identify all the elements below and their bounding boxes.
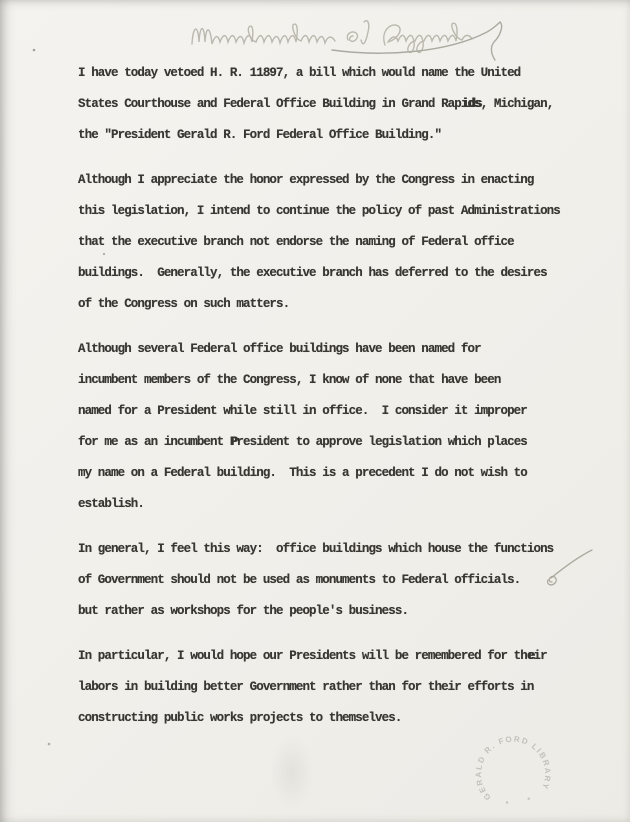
typed-line: but rather as workshops for the people's business. <box>78 604 409 618</box>
typed-line: constructing public works projects to themselves. <box>78 711 402 725</box>
overtyped-correction: e <box>526 649 534 663</box>
typed-line <box>78 641 578 672</box>
typed-line: named for a President while still in office. I consider it improper <box>78 404 527 418</box>
paragraph-legacy <box>78 641 578 734</box>
typed-line: In general, I feel this way: office buildings which house the functions <box>78 542 554 556</box>
handwritten-title <box>182 10 512 64</box>
stamp-dot <box>527 797 530 800</box>
line-part: resident to approve legislation which places <box>236 435 527 449</box>
overtyped-correction: ids <box>460 97 481 111</box>
scan-smudge <box>270 735 314 810</box>
typed-line: the "President Gerald R. Ford Federal Office Building." <box>78 128 442 142</box>
typed-line <box>78 89 578 120</box>
ford-library-stamp <box>465 725 561 821</box>
line-part: ir <box>533 649 547 663</box>
typed-line: of the Congress on such matters. <box>78 297 290 311</box>
paragraph-policy <box>78 165 578 320</box>
typed-line: Although I appreciate the honor expressed by the Congress in enacting <box>78 173 534 187</box>
typed-line: buildings. Generally, the executive branch has deferred to the desires <box>78 266 547 280</box>
typed-line <box>78 427 578 458</box>
stamp-dot <box>506 801 509 804</box>
paragraph-veto <box>78 58 578 151</box>
paragraph-precedent <box>78 334 578 520</box>
typed-line: Although several Federal office buildings have been named for <box>78 342 481 356</box>
line-part: for me as an incumbent <box>78 435 230 449</box>
typed-line: establish. <box>78 497 145 511</box>
line-part: , Michigan, <box>480 97 554 111</box>
typed-line: I have today vetoed H. R. 11897, a bill which would name the United <box>78 66 521 80</box>
pencil-proof-mark <box>538 542 608 592</box>
typed-line: labors in building better Government rather than for their efforts in <box>78 680 534 694</box>
typed-line: that the executive branch not endorse the naming of Federal office <box>78 235 514 249</box>
paragraph-workshops <box>78 534 578 627</box>
typed-line: incumbent members of the Congress, I know of none that have been <box>78 373 501 387</box>
memo-body <box>78 58 578 748</box>
typed-line: this legislation, I intend to continue the policy of past Administrations <box>78 204 560 218</box>
pencil-specks <box>0 0 2 2</box>
line-part: States Courthouse and Federal Office Building in Grand Rap <box>78 97 461 111</box>
svg-text:GERALD R. FORD LIBRARY: GERALD R. FORD LIBRARY <box>474 734 553 802</box>
overtyped-correction: P <box>229 435 237 449</box>
line-part: In particular, I would hope our Presidents will be remembered for th <box>78 649 527 663</box>
typed-line: my name on a Federal building. This is a precedent I do not wish to <box>78 466 527 480</box>
typed-line: of Government should not be used as monuments to Federal officials. <box>78 573 521 587</box>
